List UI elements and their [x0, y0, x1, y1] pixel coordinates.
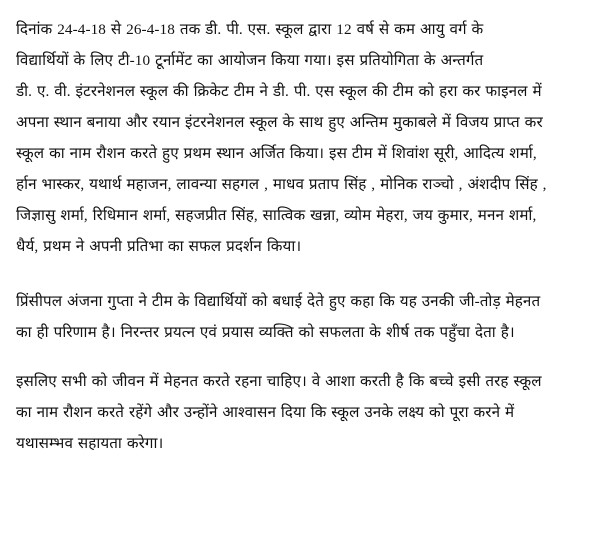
text-line: विद्यार्थियों के लिए टी-10 टूर्नामेंट का आयोजन किया गया। इस प्रतियोगिता के अन्तर्गत: [16, 52, 484, 69]
text-line: जिज्ञासु शर्मा, रिधिमान शर्मा, सहजप्रीत सिंह, सात्विक खन्ना, व्योम मेहरा, जय कुमार, मनन शर्मा,: [16, 207, 537, 224]
paragraph-3: [16, 366, 586, 459]
text-line: यथासम्भव सहायता करेगा।: [16, 435, 164, 452]
paragraph-1: [16, 14, 586, 262]
text-line: का नाम रौशन करते रहेंगे और उन्होंने आश्वासन दिया कि स्कूल उनके लक्ष्य को पूरा करने में: [16, 404, 515, 421]
text-line: प्रिंसीपल अंजना गुप्ता ने टीम के विद्यार्थियों को बधाई देते हुए कहा कि यह उनकी जी-तोड़ मेहनत: [16, 293, 541, 310]
text-line: अपना स्थान बनाया और रयान इंटरनेशनल स्कूल के साथ हुए अन्तिम मुकाबले में विजय प्राप्त कर: [16, 114, 543, 131]
text-line: धैर्य, प्रथम ने अपनी प्रतिभा का सफल प्रदर्शन किया।: [16, 238, 302, 255]
text-line: र्हान भास्कर, यथार्थ महाजन, लावन्या सहगल , माधव प्रताप सिंह , मोनिक राञ्चो , अंशदीप सिंह ,: [16, 176, 547, 193]
text-line: डी. ए. वी. इंटरनेशनल स्कूल की क्रिकेट टीम ने डी. पी. एस स्कूल की टीम को हरा कर फाइनल में: [16, 83, 542, 100]
text-line: इसलिए सभी को जीवन में मेहनत करते रहना चाहिए। वे आशा करती है कि बच्चे इसी तरह स्कूल: [16, 373, 542, 390]
text-line: का ही परिणाम है। निरन्तर प्रयत्न एवं प्रयास व्यक्ति को सफलता के शीर्ष तक पहुँचा देता है।: [16, 324, 515, 341]
text-line: स्कूल का नाम रौशन करते हुए प्रथम स्थान अर्जित किया। इस टीम में शिवांश सूरी, आदित्य शर्मा,: [16, 145, 537, 162]
text-line: दिनांक 24-4-18 से 26-4-18 तक डी. पी. एस. स्कूल द्वारा 12 वर्ष से कम आयु वर्ग के: [16, 21, 484, 38]
paragraph-2: [16, 286, 586, 348]
